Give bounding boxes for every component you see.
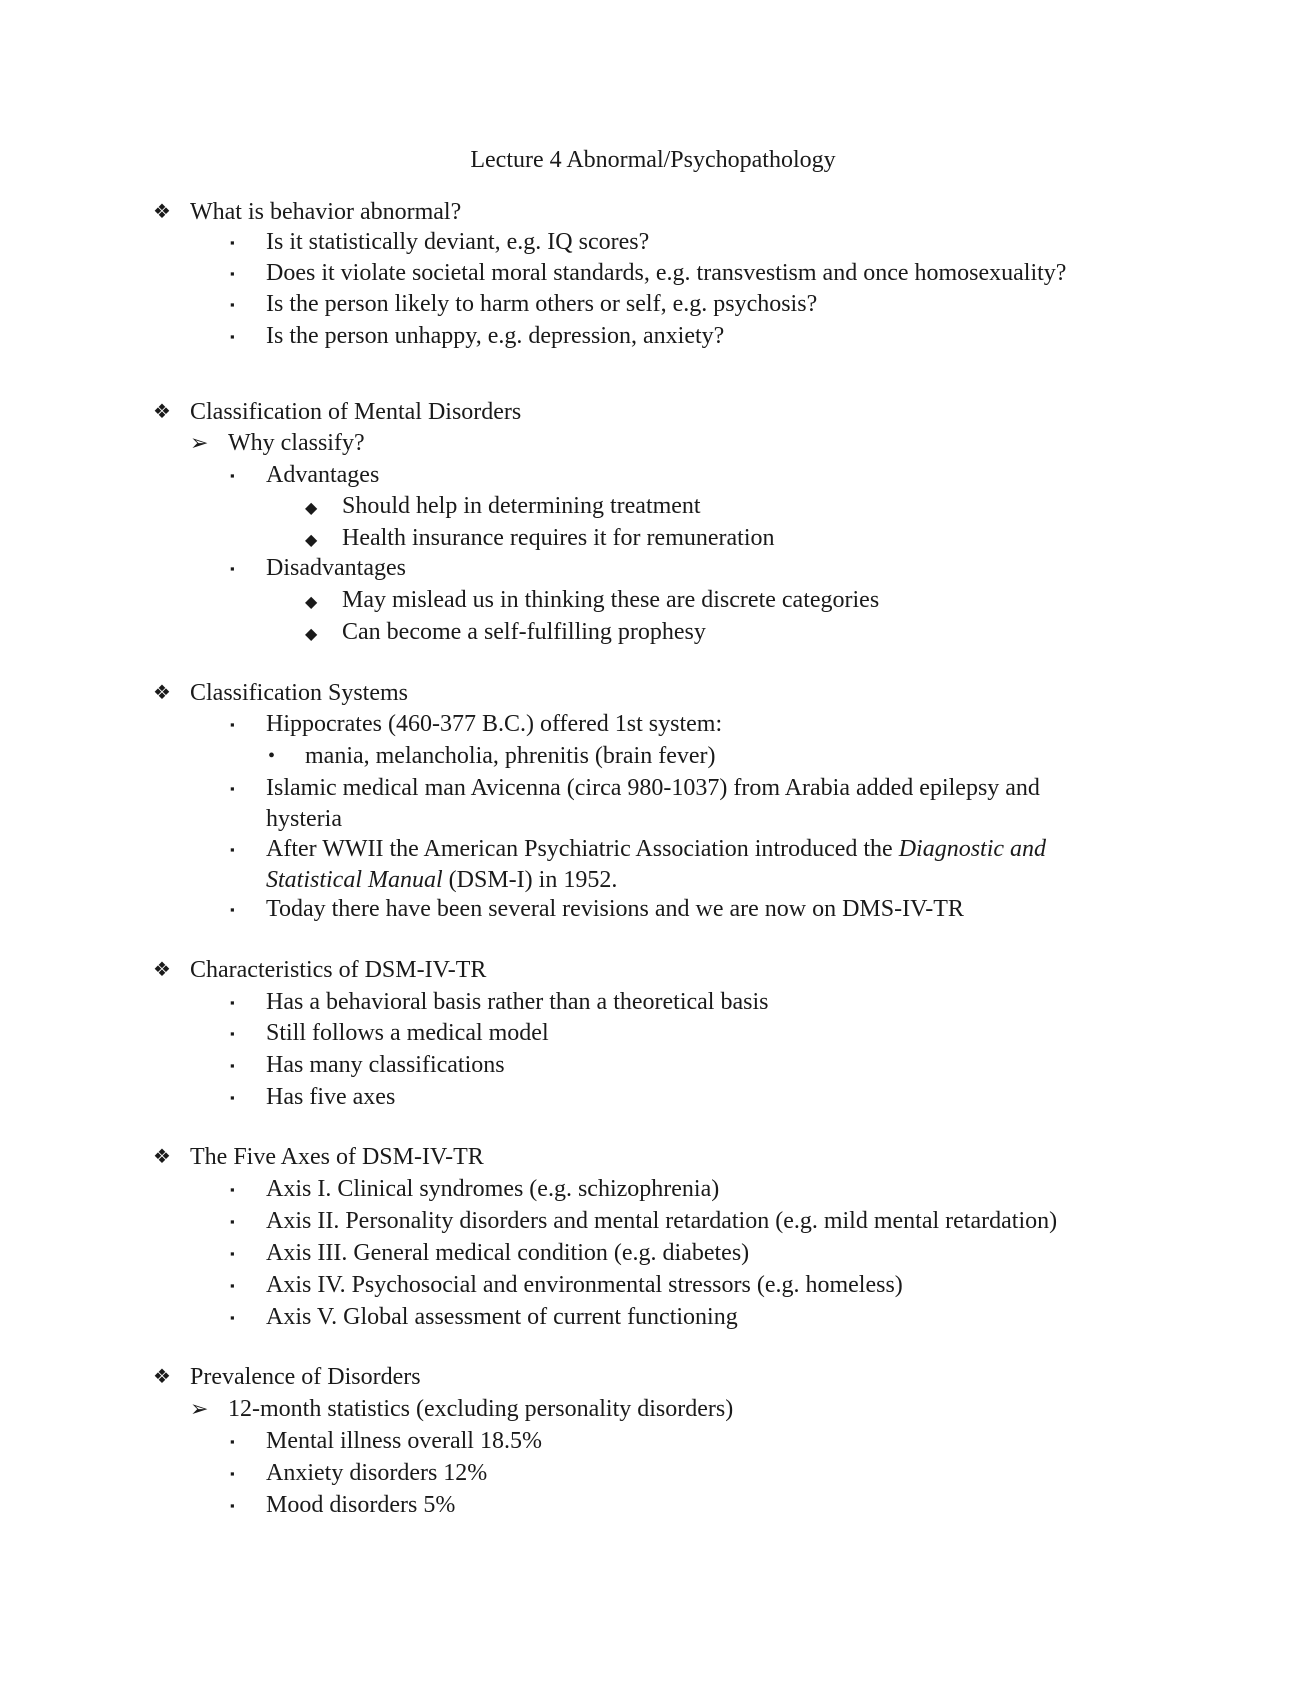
square-bullet-icon: ▪ — [230, 297, 235, 312]
square-bullet-icon: ▪ — [230, 1466, 235, 1481]
square-bullet-icon: ▪ — [230, 235, 235, 250]
list-item: ➢ 12-month statistics (excluding personality disorders) — [190, 1396, 734, 1422]
list-item: • mania, melancholia, phrenitis (brain fever) — [268, 743, 716, 769]
list-item: ▪ Anxiety disorders 12% — [0, 1458, 1306, 1488]
square-bullet-icon: ▪ — [230, 1498, 235, 1513]
diamond-bullet-icon: ◆ — [305, 532, 318, 549]
square-bullet-icon: ▪ — [230, 561, 235, 576]
list-item: ▪ Is the person unhappy, e.g. depression, anxiety? — [0, 321, 1306, 351]
list-item: ▪ Axis I. Clinical syndromes (e.g. schizophrenia) — [0, 1174, 1306, 1204]
square-bullet-icon: ▪ — [230, 329, 235, 344]
list-item: ▪ Hippocrates (460-377 B.C.) offered 1st system: — [0, 709, 1306, 739]
section-bullet-icon: ❖ — [153, 1366, 171, 1388]
diamond-bullet-icon: ◆ — [305, 500, 318, 517]
section-heading: ❖ Classification Systems — [153, 680, 408, 706]
list-item: ▪ Still follows a medical model — [0, 1018, 1306, 1048]
square-bullet-icon: ▪ — [230, 1278, 235, 1293]
list-item: ▪ Axis II. Personality disorders and mental retardation (e.g. mild mental retardation) — [0, 1206, 1306, 1236]
list-item: ▪ Axis V. Global assessment of current functioning — [0, 1302, 1306, 1332]
square-bullet-icon: ▪ — [230, 717, 235, 732]
list-item: ▪ Today there have been several revisions and we are now on DMS-IV-TR — [0, 894, 1306, 924]
section-bullet-icon: ❖ — [153, 682, 171, 704]
section-heading: ❖ Characteristics of DSM-IV-TR — [153, 957, 487, 983]
square-bullet-icon: ▪ — [230, 781, 235, 796]
diamond-bullet-icon: ◆ — [305, 594, 318, 611]
list-item: ➢ Why classify? — [190, 430, 365, 456]
list-item: ◆ May mislead us in thinking these are discrete categories — [0, 585, 1306, 615]
list-item: ▪ Is it statistically deviant, e.g. IQ scores? — [0, 227, 1306, 257]
square-bullet-icon: ▪ — [230, 902, 235, 917]
list-item: ▪ Mood disorders 5% — [0, 1490, 1306, 1520]
list-item: ▪ Disadvantages — [0, 553, 1306, 583]
dot-bullet-icon: • — [268, 745, 276, 767]
square-bullet-icon: ▪ — [230, 842, 235, 857]
list-item: ▪ Has a behavioral basis rather than a theoretical basis — [0, 987, 1306, 1017]
square-bullet-icon: ▪ — [230, 1182, 235, 1197]
list-item: ▪ Axis IV. Psychosocial and environmental stressors (e.g. homeless) — [0, 1270, 1306, 1300]
list-item: ▪ After WWII the American Psychiatric Association introduced the Diagnostic and — [0, 834, 1306, 864]
arrow-bullet-icon: ➢ — [190, 1396, 209, 1421]
square-bullet-icon: ▪ — [230, 1026, 235, 1041]
diamond-bullet-icon: ◆ — [305, 626, 318, 643]
square-bullet-icon: ▪ — [230, 1246, 235, 1261]
square-bullet-icon: ▪ — [230, 1090, 235, 1105]
list-item-continuation: hysteria — [266, 806, 342, 832]
section-heading: ❖ What is behavior abnormal? — [153, 199, 462, 225]
section-heading: ❖ Classification of Mental Disorders — [153, 399, 522, 425]
square-bullet-icon: ▪ — [230, 1310, 235, 1325]
arrow-bullet-icon: ➢ — [190, 430, 209, 455]
list-item: ▪ Mental illness overall 18.5% — [0, 1426, 1306, 1456]
list-item: ◆ Should help in determining treatment — [0, 491, 1306, 521]
list-item: ◆ Health insurance requires it for remuneration — [0, 523, 1306, 553]
list-item-continuation: Statistical Manual (DSM-I) in 1952. — [266, 867, 618, 893]
section-bullet-icon: ❖ — [153, 201, 171, 223]
section-bullet-icon: ❖ — [153, 959, 171, 981]
list-item: ▪ Advantages — [0, 460, 1306, 490]
section-heading: ❖ Prevalence of Disorders — [153, 1364, 421, 1390]
list-item: ▪ Axis III. General medical condition (e.g. diabetes) — [0, 1238, 1306, 1268]
list-item: ▪ Has five axes — [0, 1082, 1306, 1112]
section-bullet-icon: ❖ — [153, 1146, 171, 1168]
list-item: ▪ Is the person likely to harm others or self, e.g. psychosis? — [0, 289, 1306, 319]
page-title: Lecture 4 Abnormal/Psychopathology — [470, 147, 836, 173]
square-bullet-icon: ▪ — [230, 468, 235, 483]
list-item: ▪ Has many classifications — [0, 1050, 1306, 1080]
section-heading: ❖ The Five Axes of DSM-IV-TR — [153, 1144, 484, 1170]
square-bullet-icon: ▪ — [230, 1434, 235, 1449]
section-bullet-icon: ❖ — [153, 401, 171, 423]
list-item: ◆ Can become a self-fulfilling prophesy — [0, 617, 1306, 647]
list-item: ▪ Islamic medical man Avicenna (circa 980-1037) from Arabia added epilepsy and — [0, 773, 1306, 803]
square-bullet-icon: ▪ — [230, 1058, 235, 1073]
list-item: ▪ Does it violate societal moral standards, e.g. transvestism and once homosexuality? — [0, 258, 1306, 288]
square-bullet-icon: ▪ — [230, 995, 235, 1010]
square-bullet-icon: ▪ — [230, 266, 235, 281]
square-bullet-icon: ▪ — [230, 1214, 235, 1229]
